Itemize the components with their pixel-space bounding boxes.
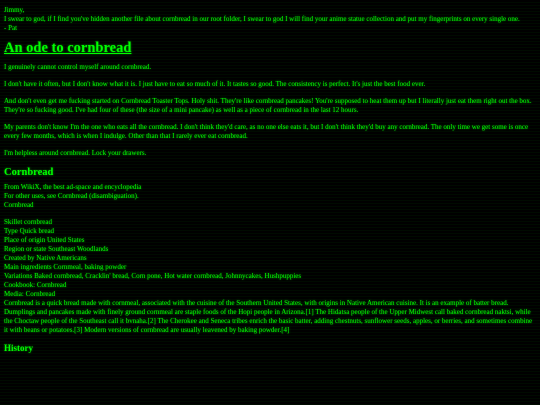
wiki-infobox	[4, 218, 536, 335]
note-greeting: Jimmy,	[4, 6, 25, 14]
infobox-line: Place of origin United States	[4, 236, 85, 244]
wiki-intro	[4, 183, 536, 210]
infobox-line: Cookbook: Cornbread	[4, 281, 67, 289]
infobox-line: Main ingredients Cornmeal, baking powder	[4, 263, 127, 271]
ode-paragraph: I'm helpless around cornbread. Lock your drawers.	[4, 149, 147, 157]
wiki-intro-line: Cornbread	[4, 201, 34, 209]
ode-paragraph: And don't even get me fucking started on Cornbread Toaster Tops. Holy shit. They're like cornbread pancakes! You're supposed to heat them up but I literally just eat them right out the box. They're so fucking good. I've had four of these (the size of a mini pancake) as well as a piece of cornbread in the last 12 hours.	[4, 97, 532, 114]
wiki-description: Cornbread is a quick bread made with cornmeal, associated with the cuisine of the Southern United States, with origins in Native American cuisine. It is an example of batter bread. Dumplings and pancakes made with finely ground cornmeal are staple foods of the Hopi people in Arizona.[1] The Hidatsa people of the Upper Midwest call baked cornbread naktsi, while the Choctaw people of the Southeast call it bvnaha.[2] The Cherokee and Seneca tribes enrich the basic batter, adding chestnuts, sunflower seeds, apples, or berries, and sometimes combine it with beans or potatoes.[3] Modern versions of cornbread are usually leavened by baking powder.[4]	[4, 299, 533, 334]
note-body: I swear to god, if I find you've hidden another file about cornbread in our root folder, I swear to god I will find your anime statue collection and put my fingerprints on every single one.	[4, 15, 520, 23]
note-signature: - Pat	[4, 24, 18, 32]
ode-paragraph: I genuinely cannot control myself around cornbread.	[4, 63, 152, 71]
infobox-line: Skillet cornbread	[4, 218, 53, 226]
infobox-line: Type Quick bread	[4, 227, 55, 235]
infobox-line: Media: Cornbread	[4, 290, 56, 298]
wiki-intro-line: For other uses, see Cornbread (disambiguation).	[4, 192, 139, 200]
infobox-line: Created by Native Americans	[4, 254, 87, 262]
ode-paragraph: I don't have it often, but I don't know what it is. I just have to eat so much of it. It tastes so good. The consistency is perfect. It's just the best food ever.	[4, 80, 426, 88]
wiki-heading: Cornbread	[4, 167, 54, 178]
ode-title: An ode to cornbread	[4, 40, 132, 56]
ode-paragraph: My parents don't know I'm the one who eats all the cornbread. I don't think they'd care, as no one else eats it, but I don't think they'd buy any cornbread. The only time we get some is once every few months, which is when I indulge. Other than that I rarely ever eat cornbread.	[4, 123, 529, 140]
wiki-intro-line: From WikiX, the best ad-space and encyclopedia	[4, 183, 142, 191]
note-from-pat	[4, 6, 536, 33]
history-heading: History	[4, 343, 33, 353]
infobox-line: Variations Baked cornbread, Cracklin' bread, Corn pone, Hot water cornbread, Johnnycakes, Hushpuppies	[4, 272, 302, 280]
infobox-line: Region or state Southeast Woodlands	[4, 245, 109, 253]
